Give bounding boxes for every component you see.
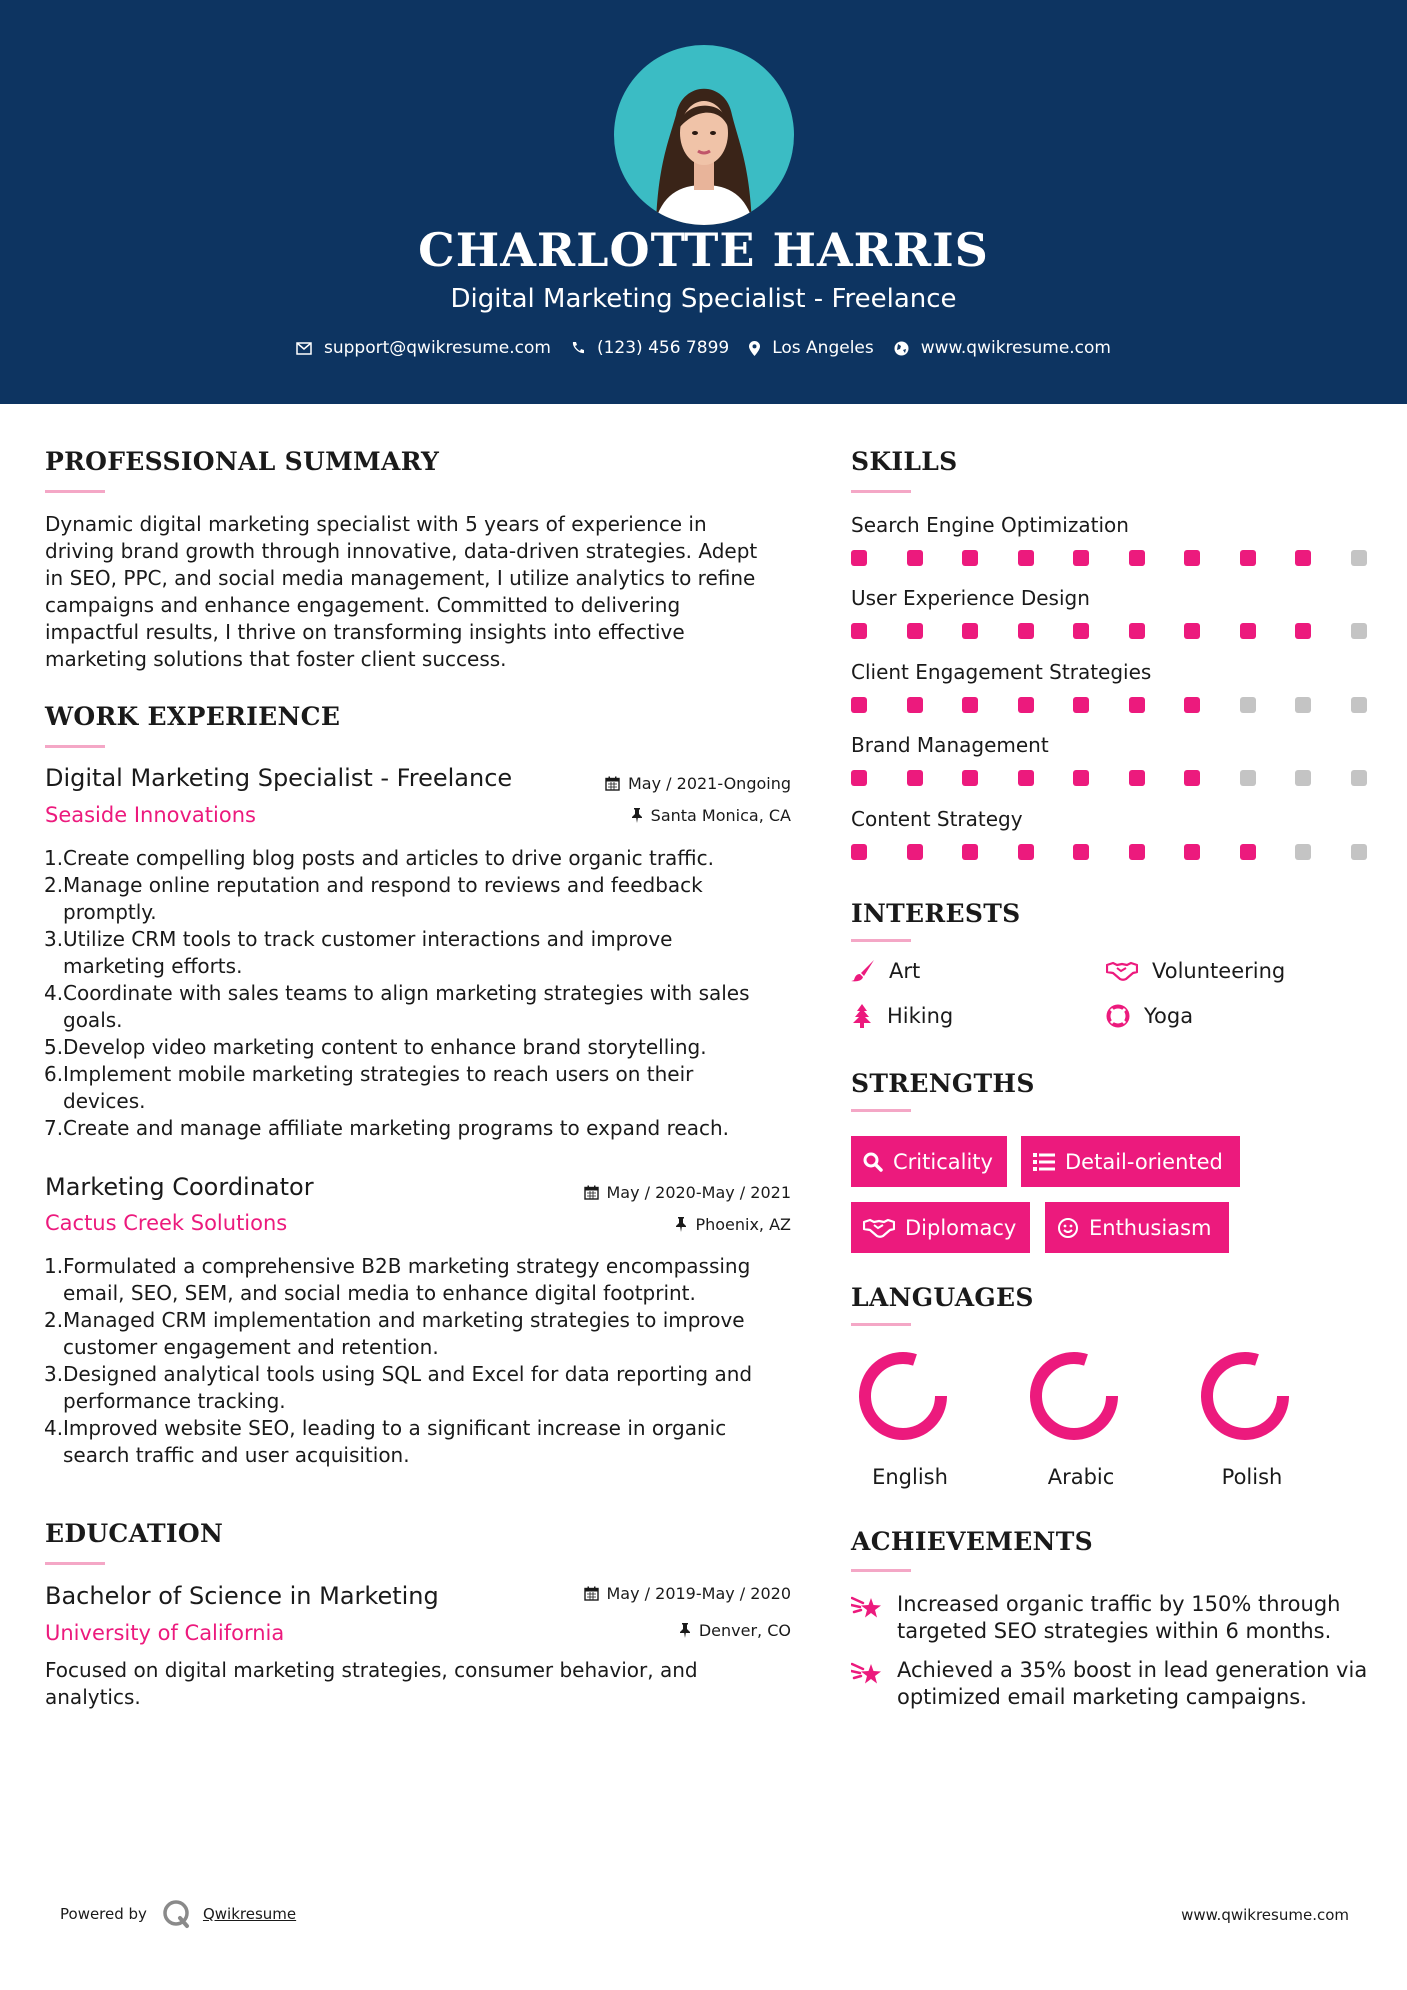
contact-location: [749, 338, 874, 358]
interest-art: Art: [851, 959, 920, 983]
envelope-icon: [296, 342, 312, 355]
list-item: 7. Create and manage affiliate marketing programs to expand reach.: [44, 1116, 729, 1140]
language-label: English: [872, 1465, 948, 1489]
job-company: Seaside Innovations: [45, 803, 256, 827]
shooting-star-icon: [851, 1595, 883, 1621]
degree-title: Bachelor of Science in Marketing: [45, 1582, 439, 1610]
qwikresume-link[interactable]: Qwikresume: [202, 1905, 297, 1923]
education-date-text: May / 2019-May / 2020: [606, 1584, 791, 1603]
strength-tag: Detail-oriented: [1021, 1136, 1240, 1187]
education-line: Focused on digital marketing strategies, consumer behavior, and: [45, 1658, 698, 1682]
tree-icon: [851, 1004, 873, 1028]
skill-dot-filled: [1073, 550, 1089, 566]
interest-yoga: Yoga: [1106, 1004, 1193, 1028]
handshake-icon: [863, 1218, 895, 1238]
job-responsibilities: [44, 845, 803, 1142]
summary-line: impactful results, I thrive on transforming insights into effective: [45, 620, 685, 644]
email-text: support@qwikresume.com: [324, 338, 551, 358]
skill-dot-filled: [907, 623, 923, 639]
qwikresume-logo-icon: [161, 1898, 193, 1930]
strengths-heading: STRENGTHS: [851, 1069, 1035, 1098]
skill-name: Search Engine Optimization: [851, 513, 1129, 537]
job-location: [560, 806, 791, 825]
skill-dot-empty: [1295, 844, 1311, 860]
location-text: Los Angeles: [772, 338, 874, 358]
skill-dot-filled: [1073, 697, 1089, 713]
skill-rating: [851, 770, 1371, 786]
skill-dot-filled: [1018, 844, 1034, 860]
skill-rating: [851, 623, 1371, 639]
job-title: Marketing Coordinator: [45, 1173, 314, 1201]
footer-powered-by: [60, 1898, 296, 1930]
shooting-star-icon: [851, 1661, 883, 1687]
list-item: 3. Designed analytical tools using SQL and Excel for data reporting and performance tracking.: [44, 1362, 753, 1413]
list-item: 4. Coordinate with sales teams to align marketing strategies with sales goals.: [44, 981, 750, 1032]
skill-dot-filled: [1129, 550, 1145, 566]
summary-underline: [45, 490, 105, 493]
interest-hiking: Hiking: [851, 1004, 953, 1028]
phone-icon: [571, 341, 585, 355]
website-text: www.qwikresume.com: [920, 338, 1111, 358]
skill-rating: [851, 550, 1371, 566]
skill-dot-filled: [962, 623, 978, 639]
education-location: [560, 1621, 791, 1640]
skill-dot-filled: [1018, 623, 1034, 639]
job-title: Digital Marketing Specialist - Freelance: [45, 764, 513, 792]
summary-text: [45, 511, 805, 673]
skill-dot-filled: [1073, 844, 1089, 860]
contact-website[interactable]: [894, 338, 1111, 358]
skill-dot-filled: [1184, 770, 1200, 786]
language-label: Polish: [1221, 1465, 1283, 1489]
summary-line: marketing solutions that foster client success.: [45, 647, 507, 671]
calendar-icon: [584, 1586, 599, 1601]
job-company: Cactus Creek Solutions: [45, 1211, 288, 1235]
strength-tag: Enthusiasm: [1045, 1202, 1229, 1253]
school-name: University of California: [45, 1621, 285, 1645]
contact-email[interactable]: [296, 338, 551, 358]
language-level-ring: [857, 1350, 949, 1442]
language-level-arc: [1036, 1358, 1112, 1434]
list-item: 2. Managed CRM implementation and marketing strategies to improve customer engagement and retention.: [44, 1308, 745, 1359]
strength-tag: Criticality: [851, 1136, 1007, 1187]
interests-heading: INTERESTS: [851, 899, 1021, 928]
pushpin-icon: [675, 1217, 687, 1232]
calendar-icon: [584, 1185, 599, 1200]
footer-website[interactable]: www.qwikresume.com: [1181, 1906, 1349, 1924]
education-location-text: Denver, CO: [698, 1621, 791, 1640]
skill-dot-filled: [851, 550, 867, 566]
list-item: 4. Improved website SEO, leading to a significant increase in organic search traffic and user acquisition.: [44, 1416, 727, 1467]
pushpin-icon: [631, 808, 643, 823]
paintbrush-icon: [851, 960, 875, 982]
interest-volunteering: Volunteering: [1106, 959, 1285, 983]
skill-dot-filled: [962, 697, 978, 713]
language-level-ring: [1199, 1350, 1291, 1442]
skill-dot-filled: [1018, 697, 1034, 713]
language-level-arc: [865, 1358, 941, 1434]
skill-dot-filled: [1184, 550, 1200, 566]
language-level-ring: [1028, 1350, 1120, 1442]
summary-line: in SEO, PPC, and social media management, I utilize analytics to refine: [45, 566, 756, 590]
contact-bar: [0, 338, 1407, 358]
experience-heading: WORK EXPERIENCE: [45, 702, 341, 731]
phone-text: (123) 456 7899: [596, 338, 730, 358]
skill-dot-filled: [962, 550, 978, 566]
experience-underline: [45, 745, 105, 748]
pushpin-icon: [679, 1623, 691, 1638]
skill-dot-filled: [1184, 623, 1200, 639]
education-description: [45, 1657, 805, 1711]
candidate-name: CHARLOTTE HARRIS: [418, 223, 989, 277]
calendar-icon: [605, 776, 620, 791]
skill-dot-filled: [962, 770, 978, 786]
job-date-text: May / 2021-Ongoing: [628, 774, 791, 793]
search-icon: [863, 1152, 883, 1172]
skill-dot-empty: [1240, 697, 1256, 713]
skill-dot-filled: [1240, 623, 1256, 639]
skill-name: User Experience Design: [851, 586, 1090, 610]
skill-dot-filled: [1018, 770, 1034, 786]
job-location-text: Phoenix, AZ: [695, 1215, 791, 1234]
language-label: Arabic: [1047, 1465, 1115, 1489]
summary-line: driving brand growth through innovative, data-driven strategies. Adept: [45, 539, 758, 563]
job-location: [560, 1215, 791, 1234]
list-item: 5. Develop video marketing content to enhance brand storytelling.: [44, 1035, 707, 1059]
list-item: 1. Create compelling blog posts and articles to drive organic traffic.: [44, 846, 714, 870]
skill-dot-filled: [1295, 550, 1311, 566]
education-heading: EDUCATION: [45, 1519, 224, 1548]
powered-by-label: Powered by: [60, 1905, 147, 1923]
job-date: [560, 774, 791, 793]
skill-dot-filled: [1129, 697, 1145, 713]
skill-dot-empty: [1351, 697, 1367, 713]
skill-dot-empty: [1295, 697, 1311, 713]
education-line: analytics.: [45, 1685, 141, 1709]
map-pin-icon: [749, 341, 760, 356]
list-item: 3. Utilize CRM tools to track customer interactions and improve marketing efforts.: [44, 927, 673, 978]
summary-line: Dynamic digital marketing specialist with 5 years of experience in: [45, 512, 707, 536]
skill-dot-filled: [1018, 550, 1034, 566]
skill-dot-empty: [1351, 770, 1367, 786]
skill-dot-empty: [1351, 550, 1367, 566]
job-date: [540, 1183, 791, 1202]
skill-dot-filled: [1295, 623, 1311, 639]
education-date: [540, 1584, 791, 1603]
list-icon: [1033, 1153, 1055, 1171]
skill-dot-filled: [851, 697, 867, 713]
skill-dot-filled: [907, 844, 923, 860]
list-item: 6. Implement mobile marketing strategies to reach users on their devices.: [44, 1062, 694, 1113]
skill-dot-empty: [1295, 770, 1311, 786]
summary-line: campaigns and enhance engagement. Committed to delivering: [45, 593, 681, 617]
skill-dot-filled: [851, 623, 867, 639]
list-item: 2. Manage online reputation and respond to reviews and feedback promptly.: [44, 873, 703, 924]
achievements-heading: ACHIEVEMENTS: [851, 1527, 1093, 1556]
header-banner: [0, 0, 1407, 404]
lifering-icon: [1106, 1004, 1130, 1028]
contact-phone[interactable]: [571, 338, 729, 358]
skill-rating: [851, 844, 1371, 860]
skill-dot-filled: [1240, 844, 1256, 860]
skill-name: Brand Management: [851, 733, 1049, 757]
summary-heading: PROFESSIONAL SUMMARY: [45, 447, 440, 476]
achievements-underline: [851, 1569, 911, 1572]
languages-underline: [851, 1323, 911, 1326]
skill-dot-filled: [1073, 623, 1089, 639]
skill-dot-filled: [1240, 550, 1256, 566]
skill-dot-filled: [851, 844, 867, 860]
list-item: 1. Formulated a comprehensive B2B marketing strategy encompassing email, SEO, SEM, and social media to enhance digital footprint.: [44, 1254, 751, 1305]
strengths-underline: [851, 1109, 911, 1112]
skill-name: Content Strategy: [851, 807, 1023, 831]
skill-name: Client Engagement Strategies: [851, 660, 1152, 684]
smile-icon: [1057, 1217, 1079, 1239]
education-underline: [45, 1562, 105, 1565]
job-date-text: May / 2020-May / 2021: [606, 1183, 791, 1202]
skill-dot-filled: [1184, 697, 1200, 713]
skill-dot-empty: [1351, 844, 1367, 860]
skill-dot-filled: [1129, 770, 1145, 786]
skill-dot-filled: [1184, 844, 1200, 860]
skill-dot-filled: [907, 770, 923, 786]
job-location-text: Santa Monica, CA: [650, 806, 791, 825]
skill-dot-filled: [851, 770, 867, 786]
achievement-item: Achieved a 35% boost in lead generation via optimized email marketing campaigns.: [851, 1657, 1371, 1711]
skill-dot-empty: [1240, 770, 1256, 786]
skill-dot-filled: [1073, 770, 1089, 786]
skill-dot-filled: [907, 550, 923, 566]
job-responsibilities: [44, 1253, 803, 1469]
interests-underline: [851, 939, 911, 942]
achievement-item: Increased organic traffic by 150% through targeted SEO strategies within 6 months.: [851, 1591, 1371, 1645]
skill-dot-filled: [907, 697, 923, 713]
skill-dot-filled: [962, 844, 978, 860]
candidate-title: Digital Marketing Specialist - Freelance: [450, 284, 957, 314]
languages-heading: LANGUAGES: [851, 1283, 1034, 1312]
strength-tag: Diplomacy: [851, 1202, 1030, 1253]
language-level-arc: [1207, 1358, 1283, 1434]
profile-photo: [614, 45, 794, 225]
skill-dot-filled: [1129, 623, 1145, 639]
skill-rating: [851, 697, 1371, 713]
handshake-icon: [1106, 961, 1138, 981]
globe-icon: [894, 341, 909, 356]
skill-dot-filled: [1129, 844, 1145, 860]
skill-dot-empty: [1351, 623, 1367, 639]
skills-underline: [851, 490, 911, 493]
skills-heading: SKILLS: [851, 447, 958, 476]
